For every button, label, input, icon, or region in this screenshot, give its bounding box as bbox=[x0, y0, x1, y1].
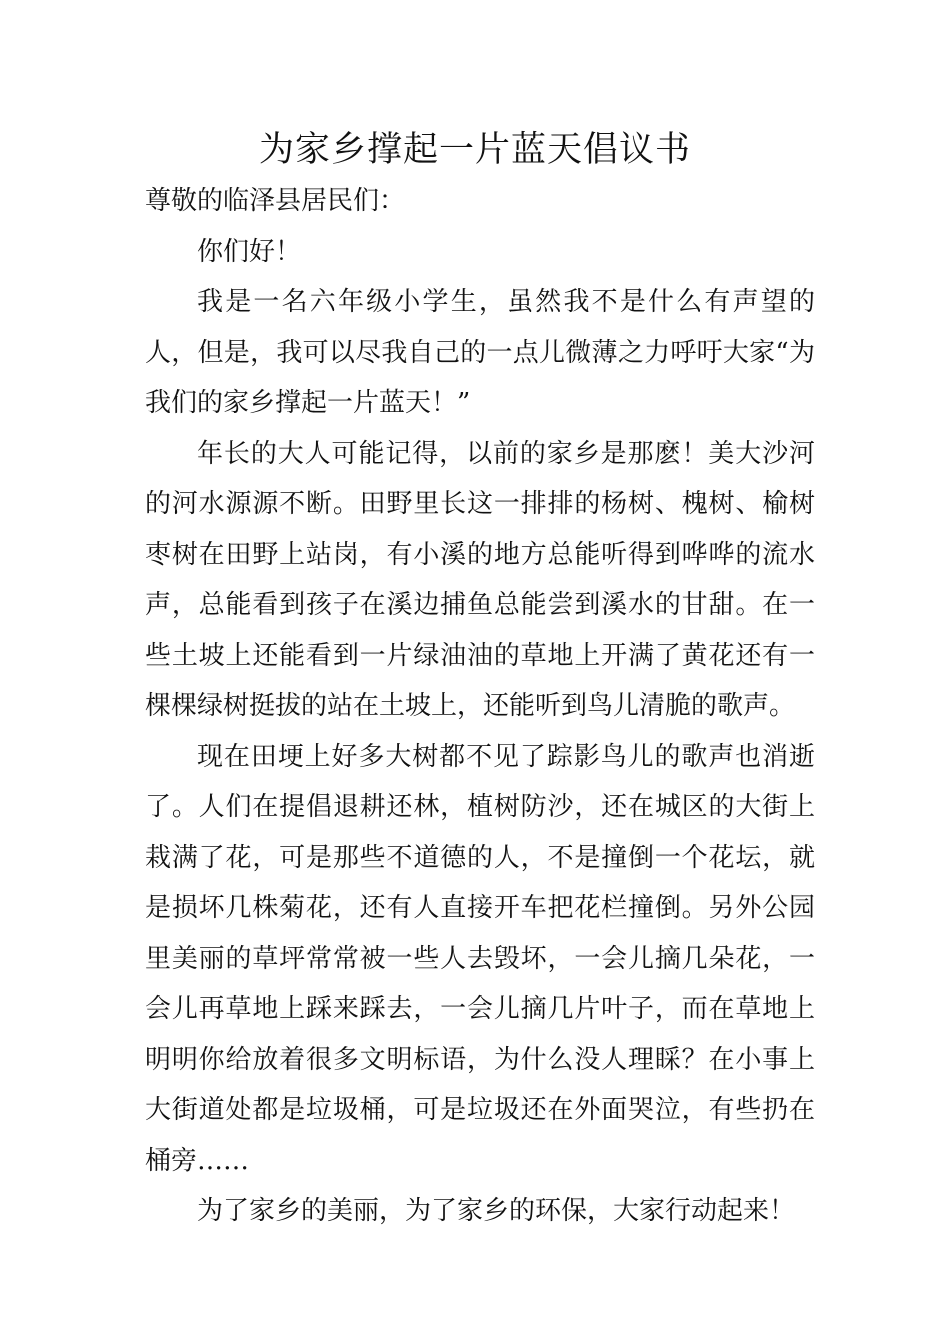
salutation: 尊敬的临泽县居民们： bbox=[145, 186, 406, 216]
document-title: 为家乡撑起一片蓝天倡议书 bbox=[258, 130, 691, 170]
document-body bbox=[145, 176, 815, 1237]
paragraph: 年长的大人可能记得，以前的家乡是那麽！美大沙河的河水源源不断。田野里长这一排排的杨树、槐树、榆树枣树在田野上站岗，有小溪的地方总能听得到哗哗的流水声，总能看到孩子在溪边捕鱼总能尝到溪水的甘甜。在一些土坡上还能看到一片绿油油的草地上开满了黄花还有一棵棵绿树挺拔的站在土坡上，还能听到鸟儿清脆的歌声。 bbox=[145, 438, 815, 721]
paragraph: 现在田埂上好多大树都不见了踪影鸟儿的歌声也消逝了。人们在提倡退耕还林，植树防沙，还在城区的大街上栽满了花，可是那些不道德的人，不是撞倒一个花坛，就是损坏几株菊花，还有人直接开车把花栏撞倒。另外公园里美丽的草坪常常被一些人去毁坏，一会儿摘几朵花，一会儿再草地上踩来踩去，一会儿摘几片叶子，而在草地上明明你给放着很多文明标语，为什么没人理睬？在小事上大街道处都是垃圾桶，可是垃圾还在外面哭泣，有些扔在桶旁…… bbox=[145, 741, 815, 1176]
greeting: 你们好！ bbox=[197, 236, 302, 267]
paragraph: 我是一名六年级小学生，虽然我不是什么有声望的人，但是，我可以尽我自己的一点儿微薄之力呼吁大家“为我们的家乡撑起一片蓝天！” bbox=[145, 287, 815, 418]
closing-paragraph: 为了家乡的美丽，为了家乡的环保，大家行动起来！ bbox=[197, 1196, 796, 1226]
